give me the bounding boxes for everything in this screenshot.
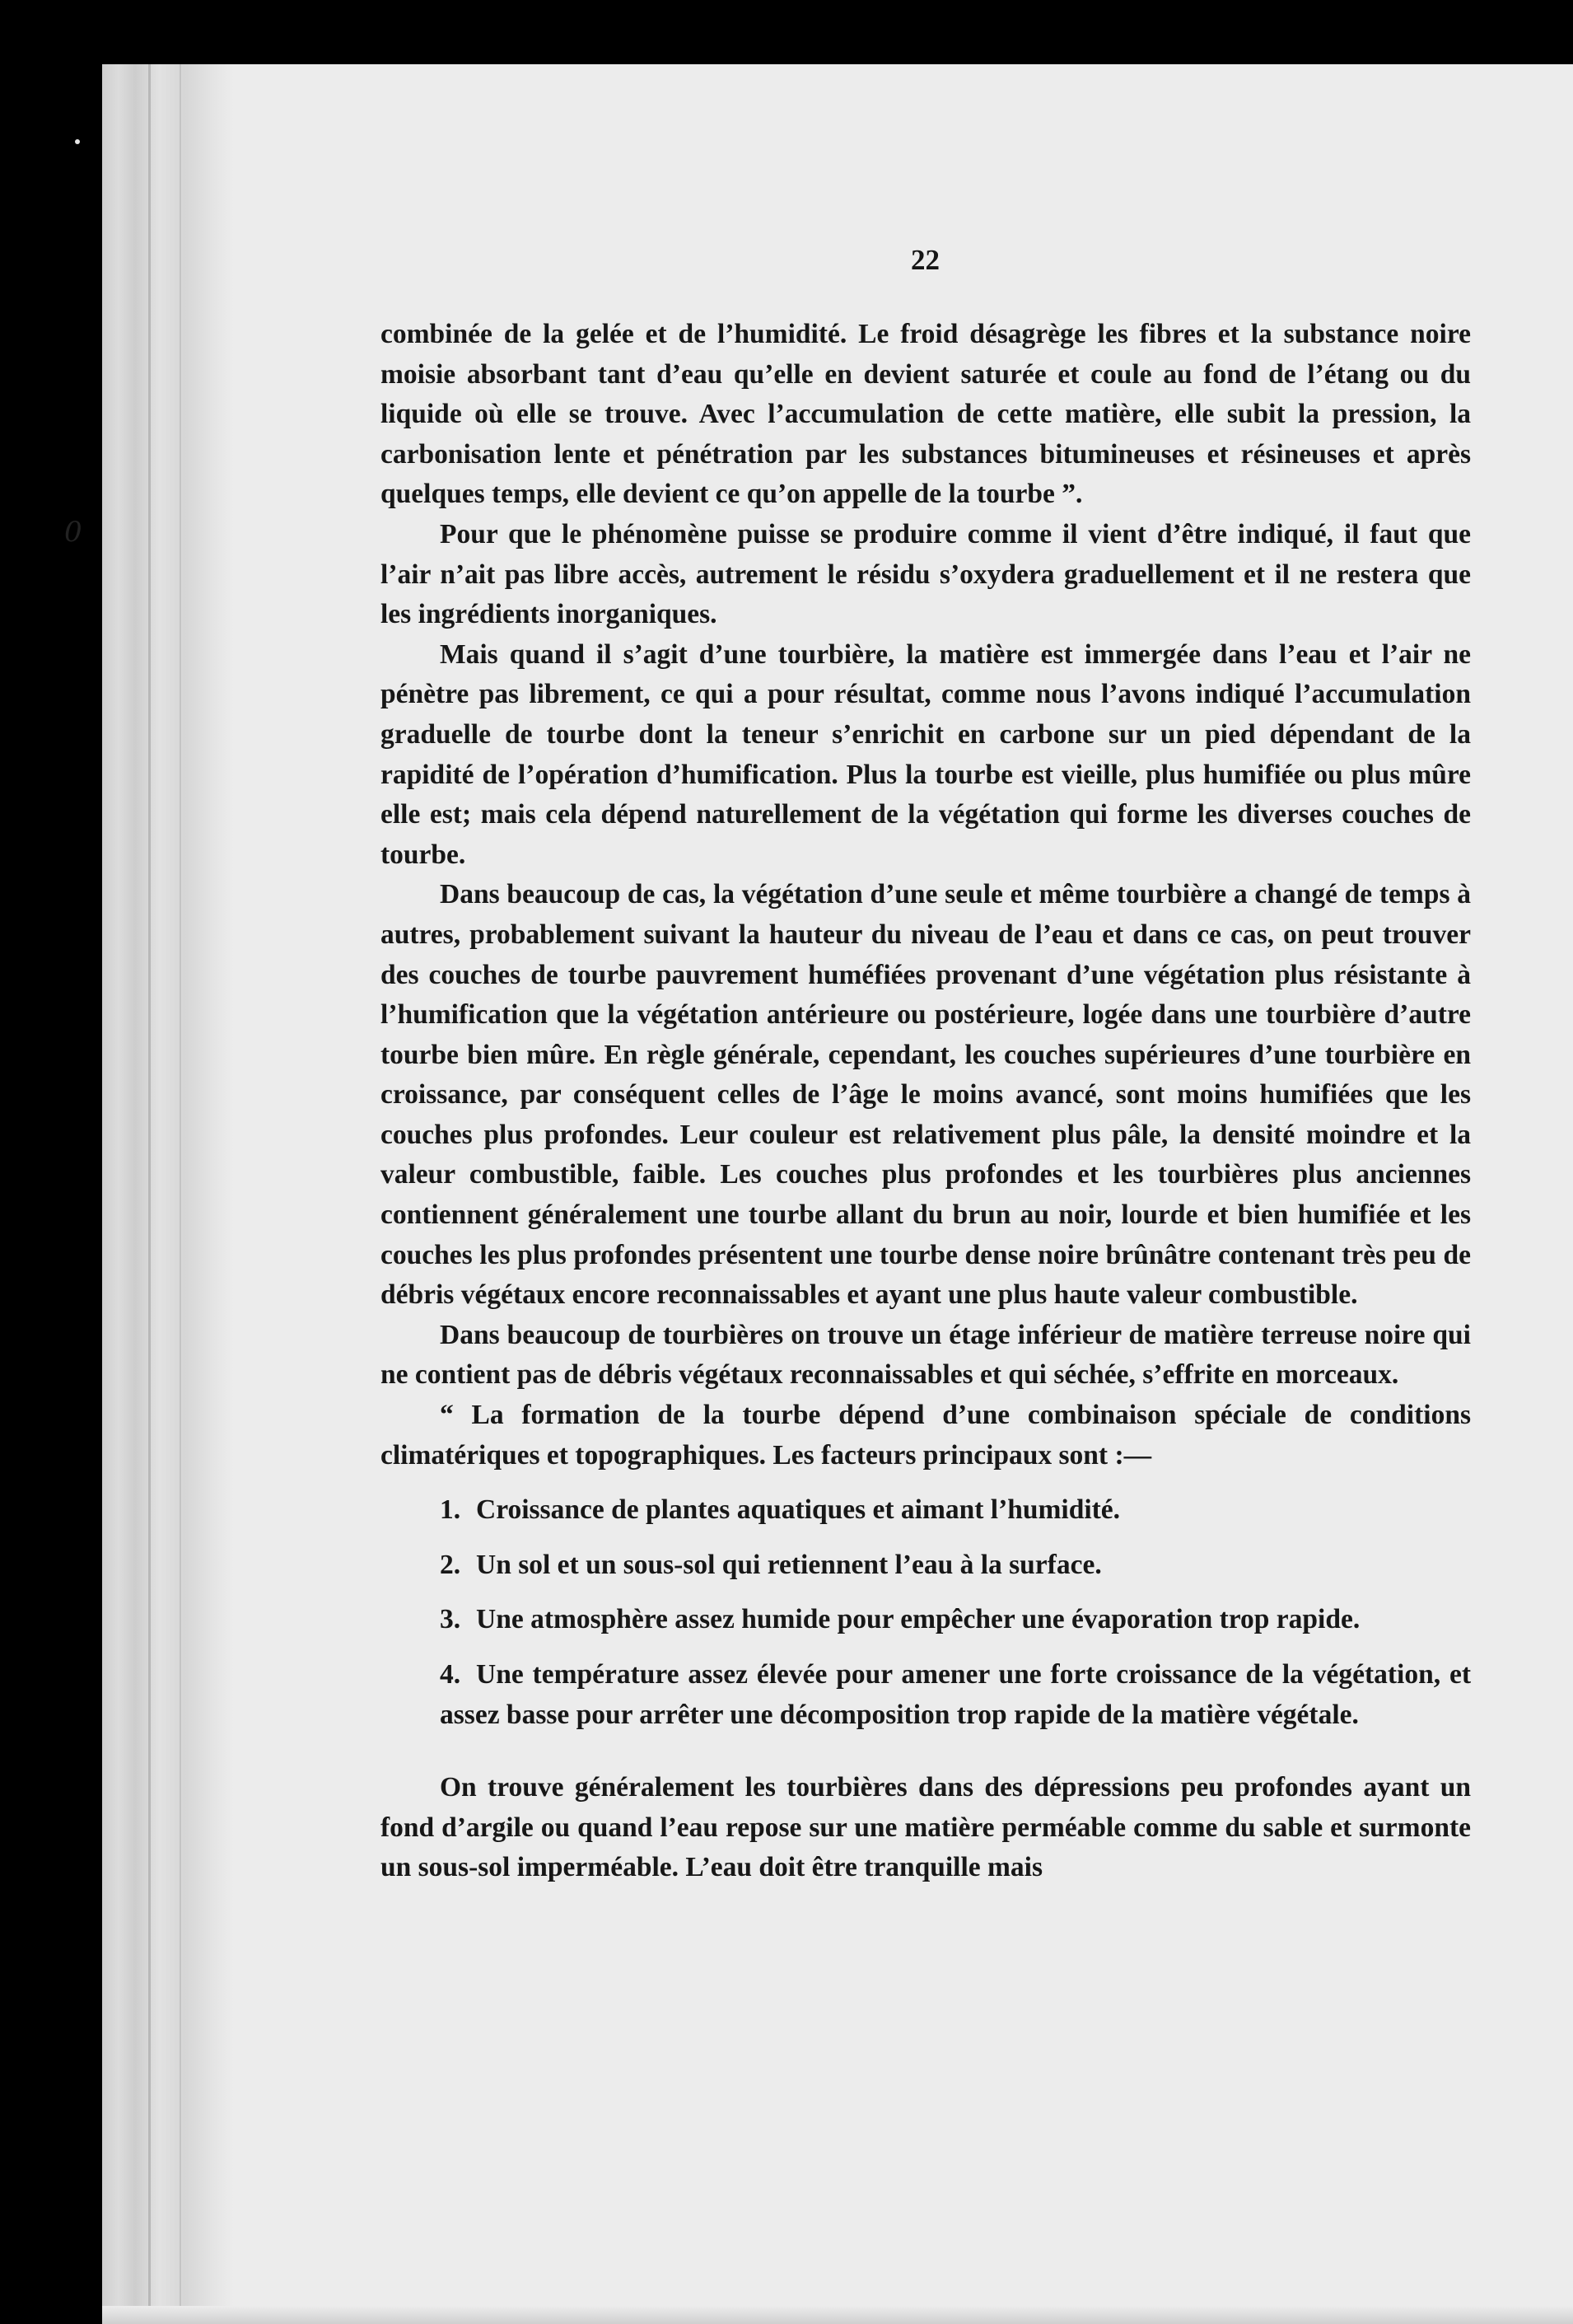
list-item-number: 3. [440, 1604, 461, 1635]
paragraph: Mais quand il s’agit d’une tourbière, la matière est immergée dans l’eau et l’air ne pénètre pas librement, ce qui a pour résultat, comme nous l’avons indiqué l’accumulation graduelle de tourbe dont la teneur s’enrichit en carbone sur un pied dépendant de la rapidité de l’opération d’humification. Plus la tourbe est vieille, plus humifiée ou plus mûre elle est; mais cela dépend naturellement de la végétation qui forme les diverses couches de tourbe. [380, 638, 1471, 870]
body-text [380, 315, 1471, 1888]
list-item-text: Une température assez élevée pour amener une forte croissance de la végétation, et assez basse pour arrêter une décomposition trop rapide de la matière végétale. [440, 1659, 1471, 1730]
paragraph: “ La formation de la tourbe dépend d’une combinaison spéciale de conditions climatériques et topographiques. Les facteurs principaux sont :— [380, 1400, 1471, 1471]
list-item [380, 1655, 1471, 1735]
list-item-number: 2. [440, 1549, 461, 1580]
factors-list [380, 1490, 1471, 1735]
paragraph: On trouve généralement les tourbières dans des dépressions peu profondes ayant un fond d’argile ou quand l’eau repose sur une matière perméable comme du sable et surmonte un sous-sol imperméable. L’eau doit être tranquille mais [380, 1772, 1471, 1883]
paragraph: Dans beaucoup de tourbières on trouve un étage inférieur de matière terreuse noire qui ne contient pas de débris végétaux reconnaissables et qui séchée, s’effrite en morceaux. [380, 1319, 1471, 1391]
page-number: 22 [911, 244, 940, 276]
margin-mark: 0 [64, 516, 82, 549]
page-bottom-shadow [102, 2306, 1573, 2324]
list-item-text: Une atmosphère assez humide pour empêcher une évaporation trop rapide. [476, 1604, 1361, 1635]
scan-speck [75, 139, 80, 144]
list-item [380, 1490, 1471, 1531]
paragraph: Dans beaucoup de cas, la végétation d’une seule et même tourbière a changé de temps à autres, probablement suivant la hauteur du niveau de l’eau et dans ce cas, on peut trouver des couches de tourbe pauvrement huméfiées provenant d’une végétation plus résistante à l’humification que la végétation antérieure ou postérieure, logée dans une tourbière d’autre tourbe bien mûre. En règle générale, cependant, les couches supérieures d’une tourbière en croissance, par conséquent celles de l’âge le moins avancé, sont moins humifiées que les couches plus profondes. Leur couleur est relativement plus pâle, la densité moindre et la valeur combustible, faible. Les couches plus profondes et les tourbières plus anciennes contiennent généralement une tourbe allant du brun au noir, lourde et bien humifiée et les couches les plus profondes présentent une tourbe dense noire brûnâtre contenant très peu de débris végétaux encore reconnaissables et ayant une plus haute valeur combustible. [380, 879, 1471, 1311]
list-item [380, 1545, 1471, 1586]
list-item-text: Un sol et un sous-sol qui retiennent l’eau à la surface. [476, 1549, 1102, 1580]
page-binding-edge [102, 64, 234, 2324]
list-item-text: Croissance de plantes aquatiques et aimant l’humidité. [476, 1494, 1121, 1526]
list-item-number: 4. [440, 1659, 461, 1690]
paragraph: combinée de la gelée et de l’humidité. Le froid désagrège les fibres et la substance noire moisie absorbant tant d’eau qu’elle en devient saturée et coule au fond de l’étang ou du liquide où elle se trouve. Avec l’accumulation de cette matière, elle subit la pression, la carbonisation lente et pénétration par les substances bitumineuses et résineuses et après quelques temps, elle devient ce qu’on appelle de la tourbe ”. [380, 319, 1471, 510]
paragraph: Pour que le phénomène puisse se produire comme il vient d’être indiqué, il faut que l’air n’ait pas libre accès, autrement le résidu s’oxydera graduellement et il ne restera que les ingrédients inorganiques. [380, 518, 1471, 630]
list-item [380, 1600, 1471, 1640]
list-item-number: 1. [440, 1494, 461, 1526]
